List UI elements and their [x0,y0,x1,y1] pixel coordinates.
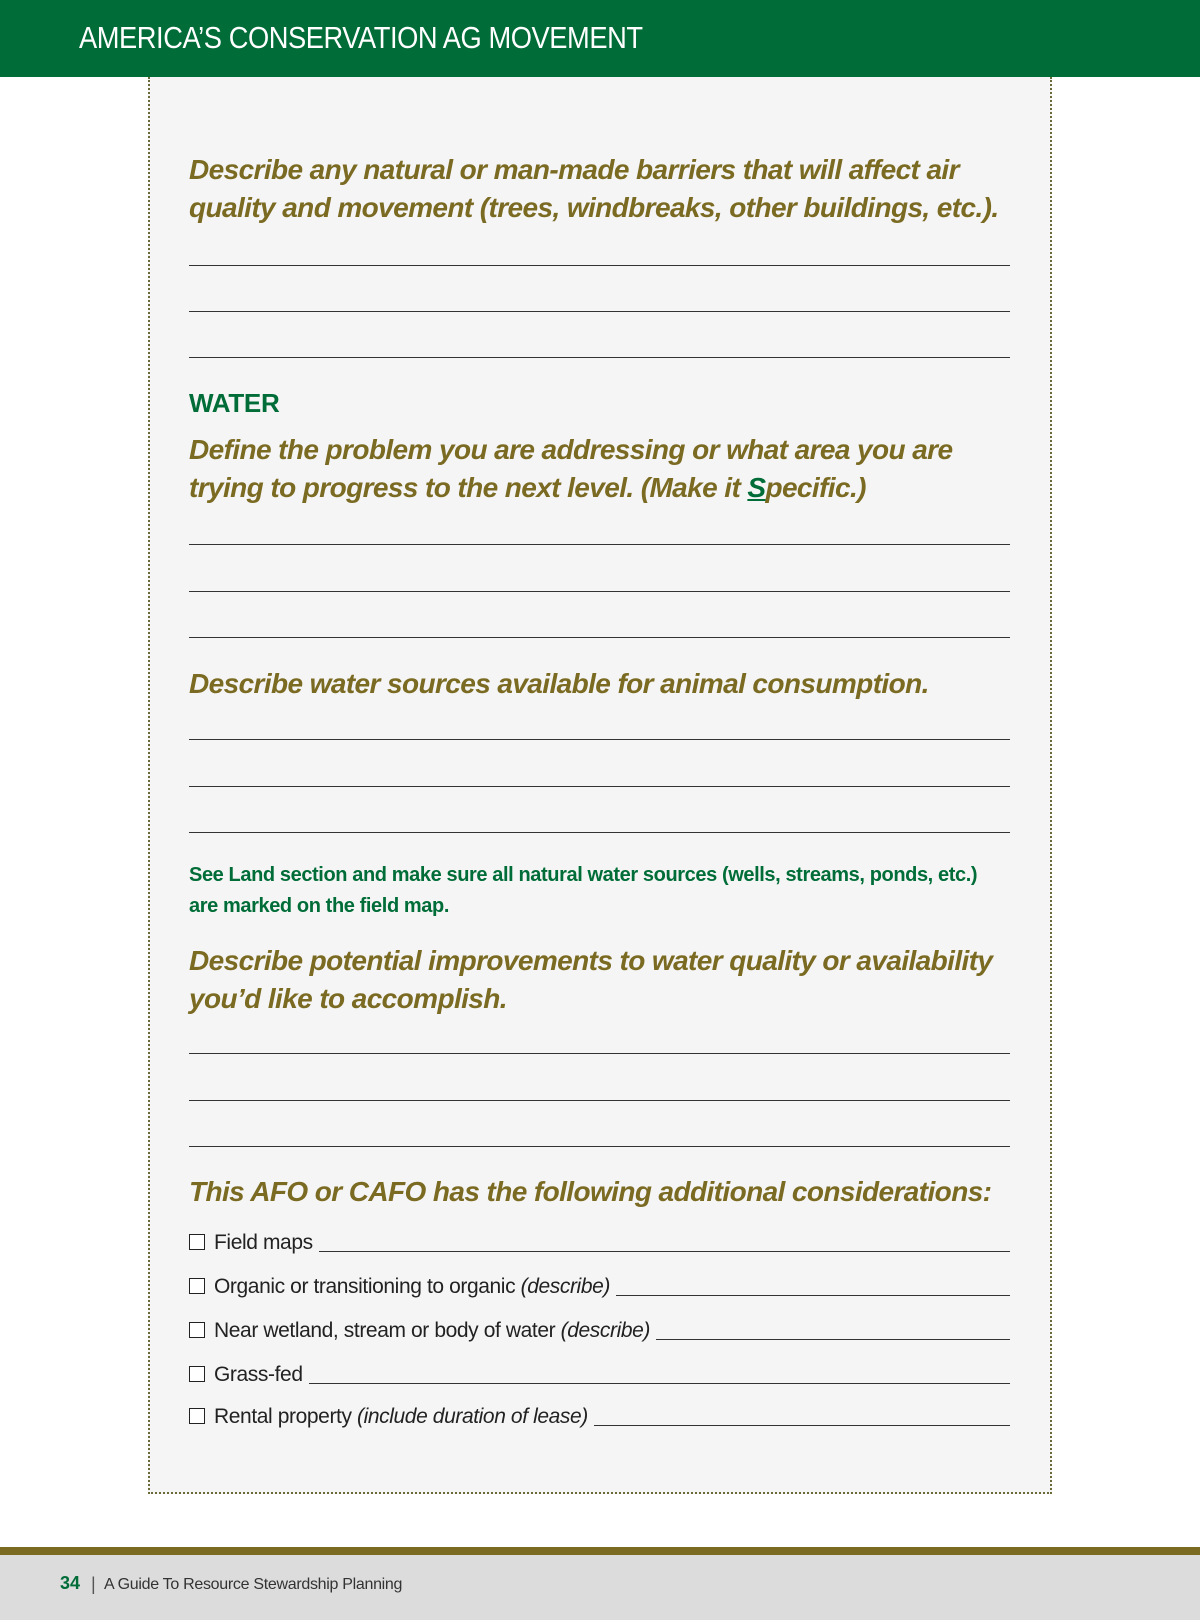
answer-line[interactable] [189,544,1010,545]
checklist-label [214,1275,610,1299]
header-title: AMERICA’S CONSERVATION AG MOVEMENT [79,20,643,55]
fill-in-line[interactable] [594,1425,1010,1426]
specific-s-highlight: S [747,472,766,503]
fill-in-line[interactable] [616,1295,1010,1296]
answer-line[interactable] [189,1146,1010,1147]
footer-title: A Guide To Resource Stewardship Planning [104,1576,403,1593]
footer-accent-bar [0,1547,1200,1555]
checklist-hint: (describe) [560,1319,651,1342]
header-bar [0,0,1200,77]
checkbox[interactable] [189,1408,205,1424]
checklist-label-text: Organic or transitioning to organic [214,1275,516,1298]
checklist-item-grass-fed [189,1357,1010,1387]
question-define-problem-text: Define the problem you are addressing or what area you are trying to progress to the next level. (Make it [189,434,953,503]
fill-in-line[interactable] [656,1339,1010,1340]
checkbox[interactable] [189,1234,205,1250]
answer-line[interactable] [189,357,1010,358]
checklist-label [214,1405,588,1429]
field-map-note: See Land section and make sure all natural water sources (wells, streams, ponds, etc.) are marked on the field map. [189,864,978,917]
answer-line[interactable] [189,265,1010,266]
answer-line[interactable] [189,637,1010,638]
checklist-label: Field maps [214,1231,313,1254]
answer-line[interactable] [189,786,1010,787]
question-define-problem-end: pecific.) [765,472,866,503]
answer-line[interactable] [189,591,1010,592]
checklist-label-text: Near wetland, stream or body of water [214,1319,556,1342]
answer-line[interactable] [189,1053,1010,1054]
question-water-sources: Describe water sources available for animal consumption. [189,668,929,699]
answer-line[interactable] [189,739,1010,740]
section-heading-water: WATER [189,388,280,418]
fill-in-line[interactable] [309,1383,1010,1384]
answer-line[interactable] [189,832,1010,833]
question-considerations: This AFO or CAFO has the following additional considerations: [189,1176,992,1207]
checklist-label-text: Rental property [214,1405,352,1428]
footer-separator: | [91,1574,96,1594]
checklist-item-wetland [189,1313,1010,1343]
checklist-item-organic [189,1269,1010,1299]
checkbox[interactable] [189,1278,205,1294]
checklist-label: Grass-fed [214,1363,303,1386]
checklist-hint: (describe) [520,1275,610,1298]
checklist-item-field-maps [189,1225,1010,1255]
fill-in-line[interactable] [319,1251,1010,1252]
answer-line[interactable] [189,1100,1010,1101]
page-number: 34 [60,1573,81,1593]
question-improvements: Describe potential improvements to water quality or availability you’d like to accomplish. [189,945,993,1014]
checklist-item-rental [189,1399,1010,1429]
checkbox[interactable] [189,1322,205,1338]
question-define-problem [189,431,1019,507]
checkbox[interactable] [189,1366,205,1382]
answer-line[interactable] [189,311,1010,312]
question-barriers: Describe any natural or man-made barriers that will affect air quality and movement (trees, windbreaks, other buildings, etc.). [189,154,999,223]
checklist-label [214,1319,650,1343]
checklist-hint: (include duration of lease) [357,1405,588,1428]
